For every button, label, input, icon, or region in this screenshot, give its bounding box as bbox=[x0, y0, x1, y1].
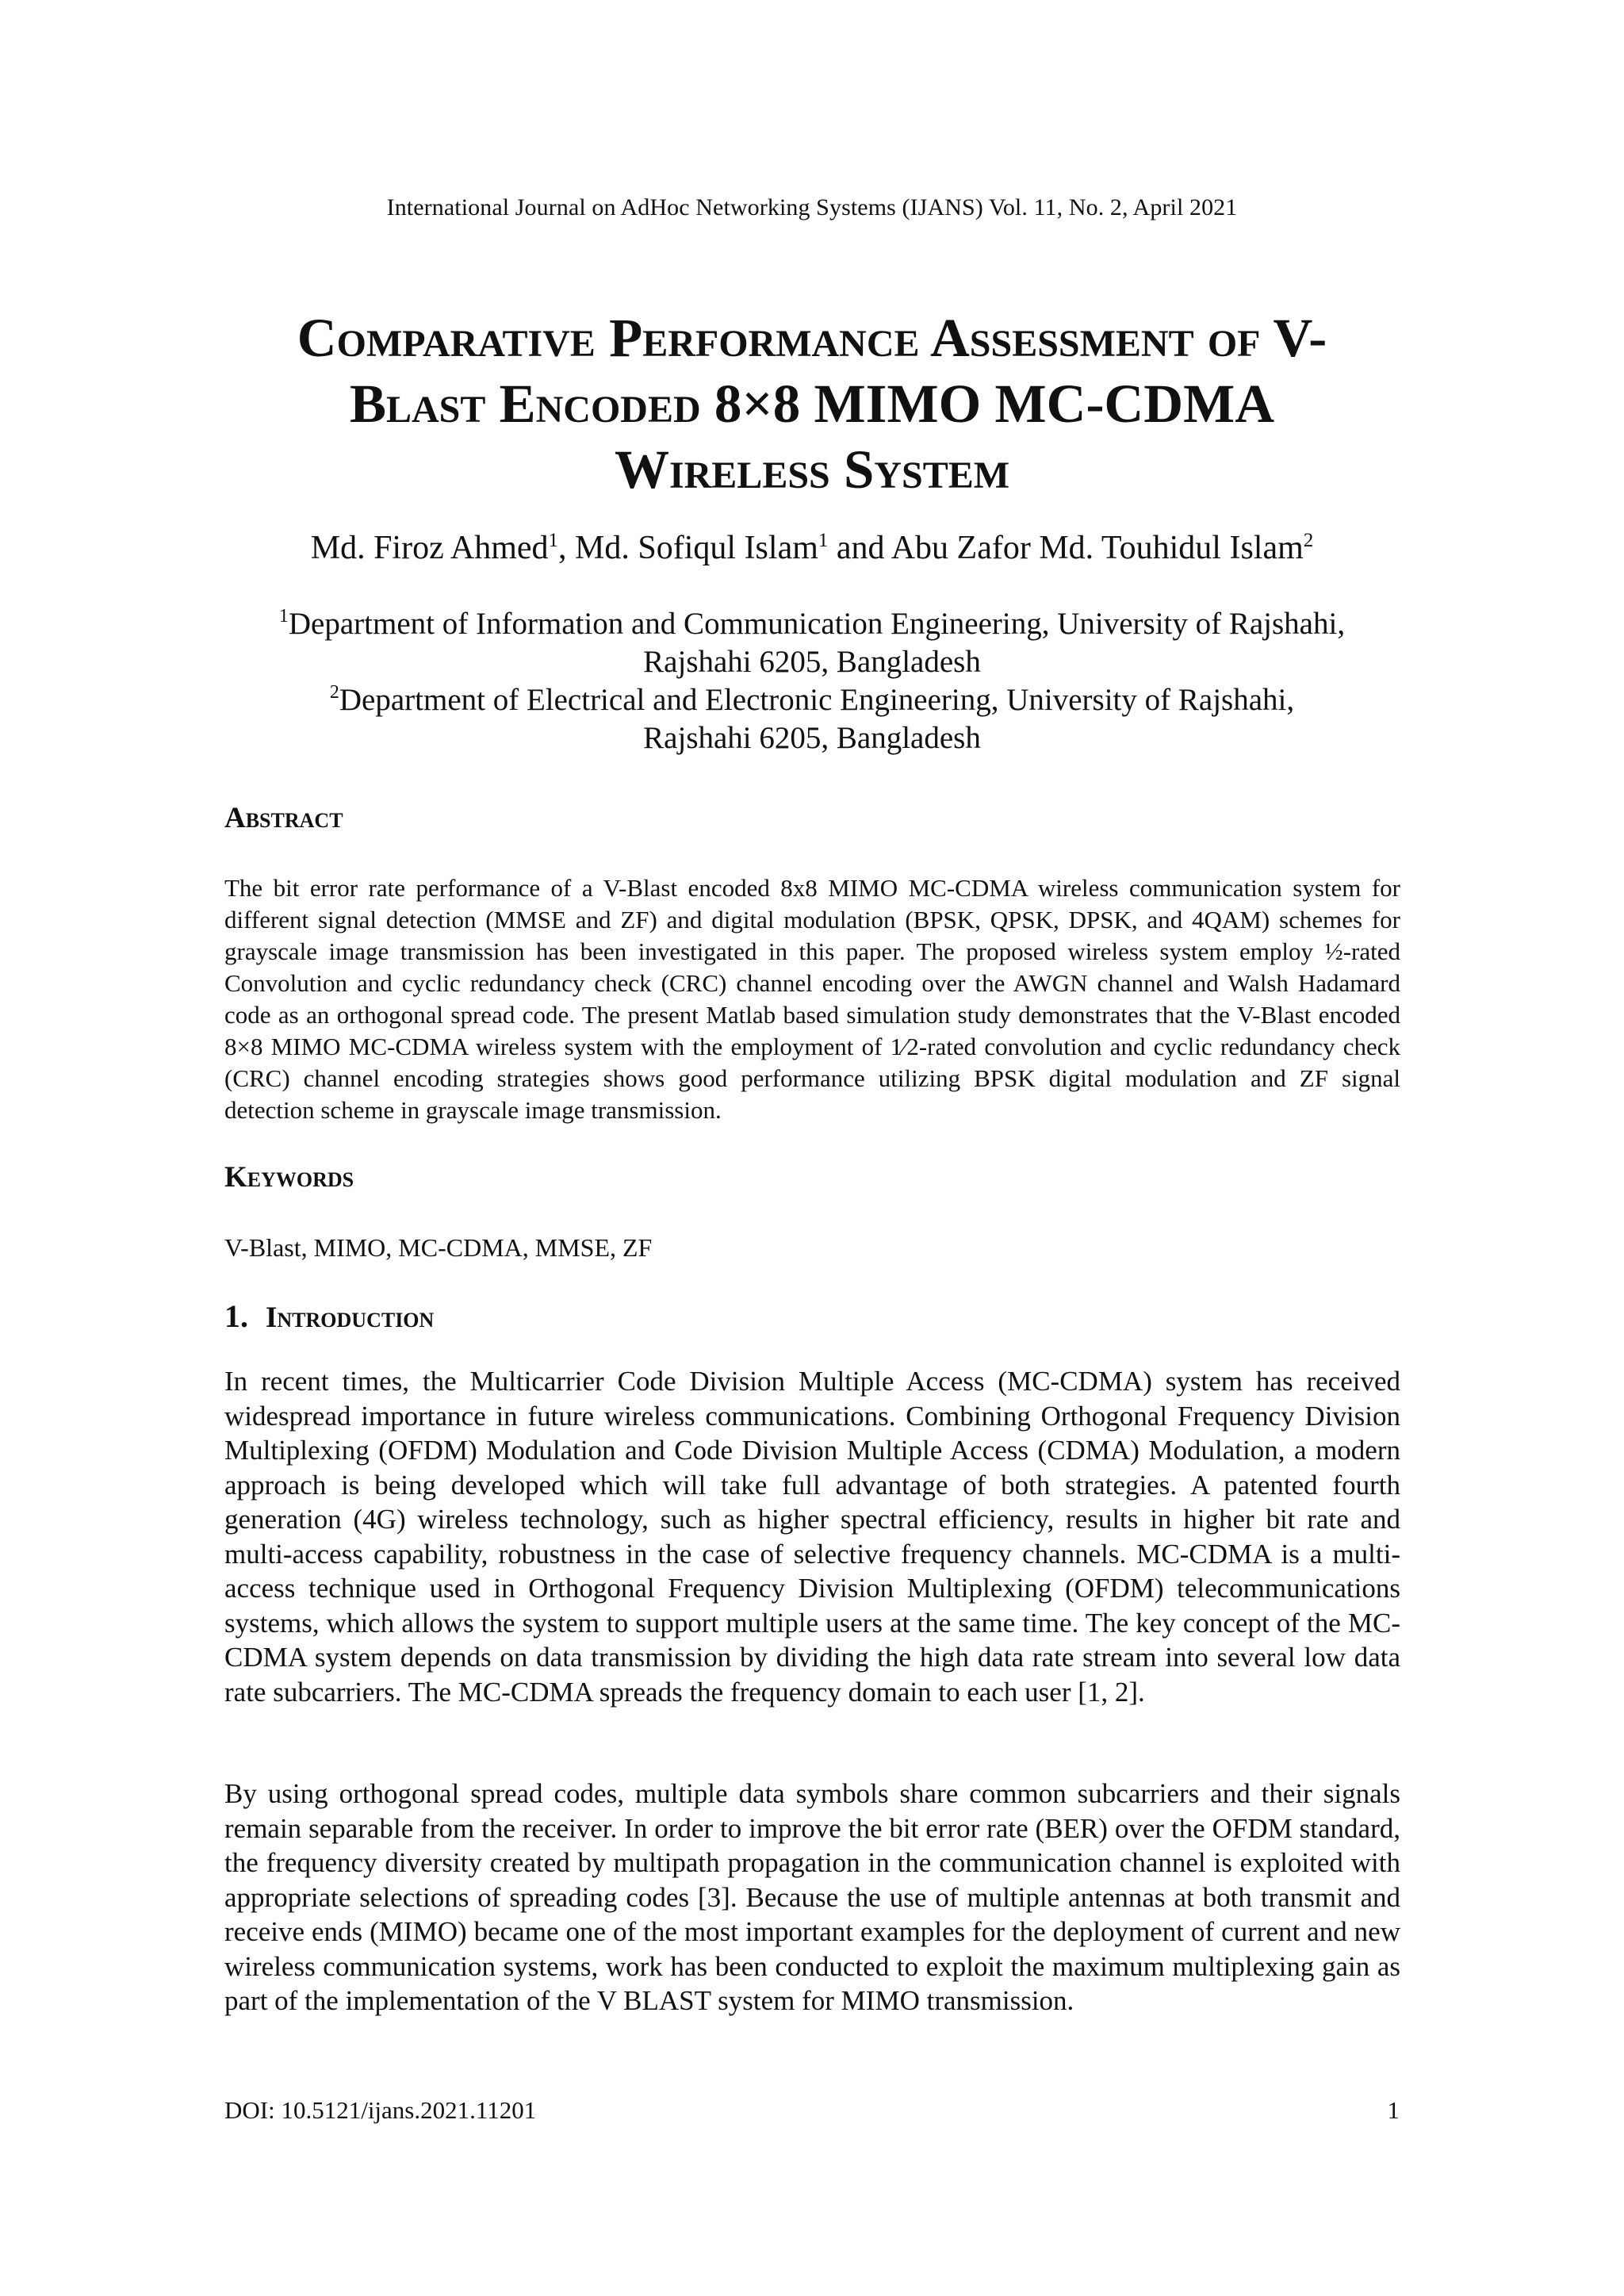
page-number: 1 bbox=[1387, 2096, 1400, 2124]
author-2-affil-mark: 1 bbox=[818, 530, 829, 551]
keywords-heading: Keywords bbox=[224, 1161, 354, 1194]
author-3: Abu Zafor Md. Touhidul Islam bbox=[891, 530, 1304, 566]
section-number: 1. bbox=[224, 1298, 248, 1334]
author-list: Md. Firoz Ahmed$^1$, Md. Sofiqul Islam$^1$ and Abu Zafor Md. Touhidul Islam$^2$ bbox=[310, 530, 1314, 566]
keywords-text: V-Blast, MIMO, MC-CDMA, MMSE, ZF bbox=[224, 1233, 653, 1262]
intro-paragraph-1: In recent times, the Multicarrier Code Division Multiple Access (MC-CDMA) system has received widespread importance in future wireless communications. Combining Orthogonal Frequency Division Multiplexing (OFDM) Modulation and Code Division Multiple Access (CDMA) Modulation, a modern approach is being developed which will take full advantage of both strategies. A patented fourth generation (4G) wireless technology, such as higher spectral efficiency, results in higher bit rate and multi-access capability, robustness in the case of selective frequency channels. MC-CDMA is a multi-access technique used in Orthogonal Frequency Division Multiplexing (OFDM) telecommunications systems, which allows the system to support multiple users at the same time. The key concept of the MC-CDMA system depends on data transmission by dividing the high data rate stream into several low data rate subcarriers. The MC-CDMA spreads the frequency domain to each user [1, 2]. bbox=[224, 1366, 1400, 1708]
author-3-affil-mark: 2 bbox=[1303, 530, 1314, 551]
affiliations bbox=[198, 605, 1426, 757]
paper-title bbox=[198, 305, 1426, 503]
footer-doi: DOI: 10.5121/ijans.2021.11201 bbox=[224, 2096, 537, 2124]
author-1-affil-mark: 1 bbox=[548, 530, 559, 551]
section-title: Introduction bbox=[266, 1301, 435, 1334]
title-line-2: Blast Encoded 8×8 MIMO MC-CDMA bbox=[349, 374, 1275, 434]
section-heading-introduction bbox=[224, 1297, 434, 1335]
title-line-1: Comparative Performance Assessment of V- bbox=[297, 308, 1327, 368]
affiliation-2-line-2: Rajshahi 6205, Bangladesh bbox=[643, 721, 981, 755]
abstract-text: The bit error rate performance of a V-Blast encoded 8x8 MIMO MC-CDMA wireless communication system for different signal detection (MMSE and ZF) and digital modulation (BPSK, QPSK, DPSK, and 4QAM) schemes for grayscale image transmission has been investigated in this paper. The proposed wireless system employ ½-rated Convolution and cyclic redundancy check (CRC) channel encoding over the AWGN channel and Walsh Hadamard code as an orthogonal spread code. The present Matlab based simulation study demonstrates that the V-Blast encoded 8×8 MIMO MC-CDMA wireless system with the employment of 1⁄2-rated convolution and cyclic redundancy check (CRC) channel encoding strategies shows good performance utilizing BPSK digital modulation and ZF signal detection scheme in grayscale image transmission. bbox=[224, 874, 1400, 1124]
affiliation-2-line-1: $^2$Department of Electrical and Electronic Engineering, University of Rajshahi, bbox=[329, 682, 1295, 717]
journal-header: International Journal on AdHoc Networking Systems (IJANS) Vol. 11, No. 2, April 2021 bbox=[386, 194, 1238, 220]
intro-paragraph-2: By using orthogonal spread codes, multiple data symbols share common subcarriers and their signals remain separable from the receiver. In order to improve the bit error rate (BER) over the OFDM standard, the frequency diversity created by multipath propagation in the communication channel is exploited with appropriate selections of spreading codes [3]. Because the use of multiple antennas at both transmit and receive ends (MIMO) became one of the most important examples for the deployment of current and new wireless communication systems, work has been conducted to exploit the maximum multiplexing gain as part of the implementation of the V BLAST system for MIMO transmission. bbox=[224, 1778, 1400, 2016]
title-line-3: Wireless System bbox=[614, 439, 1010, 500]
author-2: Md. Sofiqul Islam bbox=[575, 530, 818, 566]
abstract-heading: Abstract bbox=[224, 802, 343, 834]
affiliation-1-line-2: Rajshahi 6205, Bangladesh bbox=[643, 645, 981, 679]
author-1: Md. Firoz Ahmed bbox=[310, 530, 549, 566]
affiliation-1-line-1: $^1$Department of Information and Communication Engineering, University of Rajshahi, bbox=[278, 606, 1346, 641]
